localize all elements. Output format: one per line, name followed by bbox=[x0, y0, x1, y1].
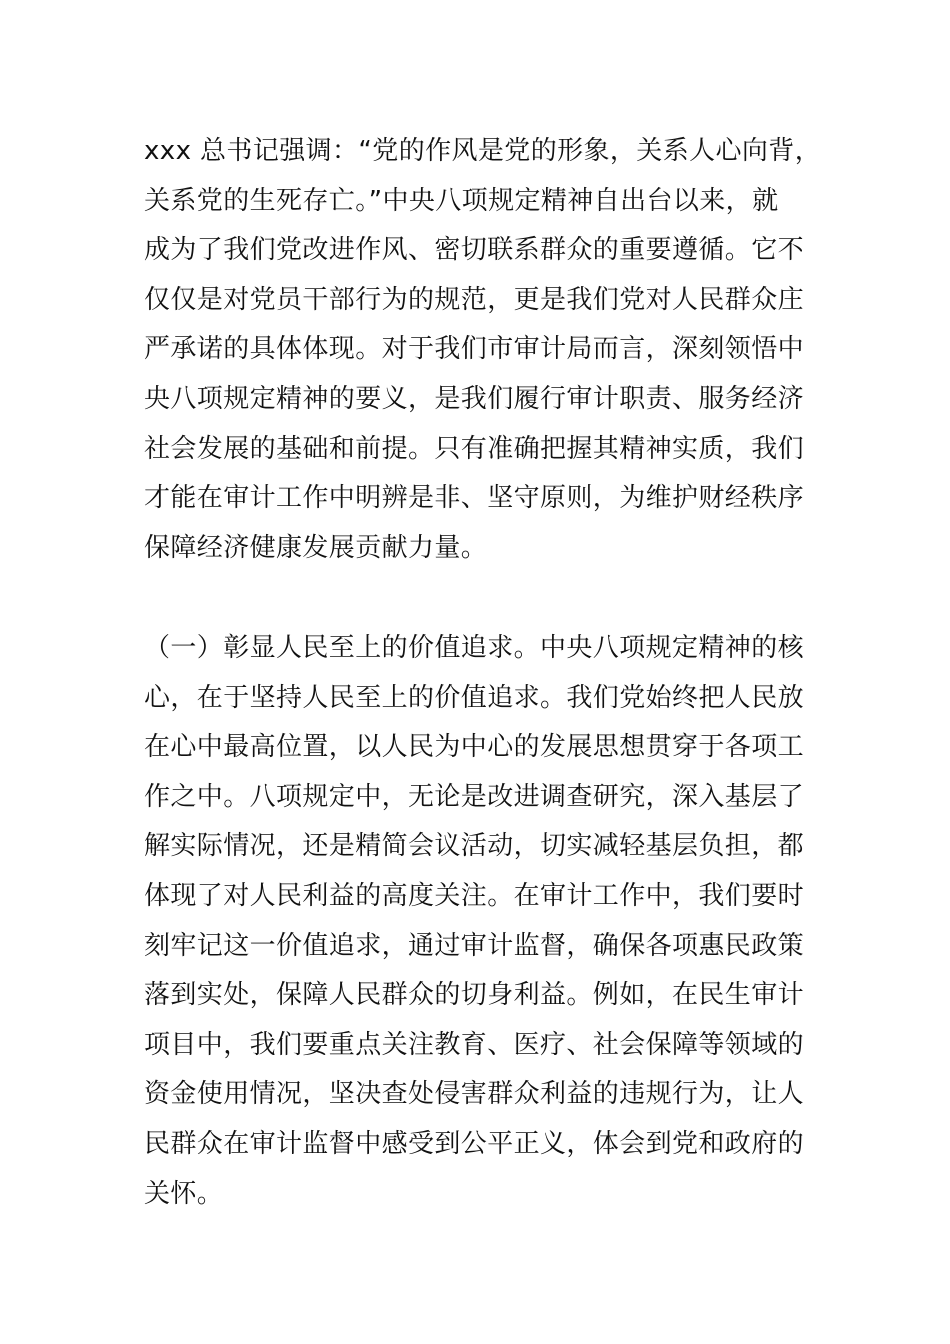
paragraph-line: 才能在审计工作中明辨是非、坚守原则，为维护财经秩序 bbox=[144, 483, 805, 514]
section-one-paragraph bbox=[144, 624, 808, 1219]
paragraph-line: 关系党的生死存亡。”中央八项规定精神自出台以来，就 bbox=[144, 185, 779, 216]
paragraph-line: 民群众在审计监督中感受到公平正义，体会到党和政府的 bbox=[144, 1128, 805, 1159]
intro-paragraph bbox=[144, 127, 822, 573]
paragraph-line: 央八项规定精神的要义，是我们履行审计职责、服务经济 bbox=[144, 383, 805, 414]
paragraph-line: 心，在于坚持人民至上的价值追求。我们党始终把人民放 bbox=[144, 682, 805, 713]
paragraph-line: 社会发展的基础和前提。只有准确把握其精神实质，我们 bbox=[144, 433, 805, 464]
paragraph-line: 成为了我们党改进作风、密切联系群众的重要遵循。它不 bbox=[144, 235, 805, 266]
paragraph-line: 落到实处，保障人民群众的切身利益。例如，在民生审计 bbox=[144, 980, 805, 1011]
paragraph-line: 体现了对人民利益的高度关注。在审计工作中，我们要时 bbox=[144, 880, 805, 911]
paragraph-line: 仅仅是对党员干部行为的规范，更是我们党对人民群众庄 bbox=[144, 284, 805, 315]
paragraph-line: xxx 总书记强调：“党的作风是党的形象，关系人心向背， bbox=[144, 136, 822, 166]
paragraph-line: 在心中最高位置，以人民为中心的发展思想贯穿于各项工 bbox=[144, 732, 805, 763]
paragraph-line: 解实际情况，还是精简会议活动，切实减轻基层负担，都 bbox=[144, 831, 805, 862]
paragraph-line: 严承诺的具体体现。对于我们市审计局而言，深刻领悟中 bbox=[144, 334, 805, 365]
paragraph-line: 作之中。八项规定中，无论是改进调查研究，深入基层了 bbox=[144, 781, 805, 812]
paragraph-line: 刻牢记这一价值追求，通过审计监督，确保各项惠民政策 bbox=[144, 930, 805, 961]
paragraph-line: 保障经济健康发展贡献力量。 bbox=[144, 532, 488, 563]
paragraph-line: 资金使用情况，坚决查处侵害群众利益的违规行为，让人 bbox=[144, 1079, 805, 1110]
paragraph-line: 项目中，我们要重点关注教育、医疗、社会保障等领域的 bbox=[144, 1029, 805, 1060]
paragraph-line: （一）彰显人民至上的价值追求。中央八项规定精神的核 bbox=[144, 633, 805, 663]
paragraph-line: 关怀。 bbox=[144, 1178, 224, 1209]
